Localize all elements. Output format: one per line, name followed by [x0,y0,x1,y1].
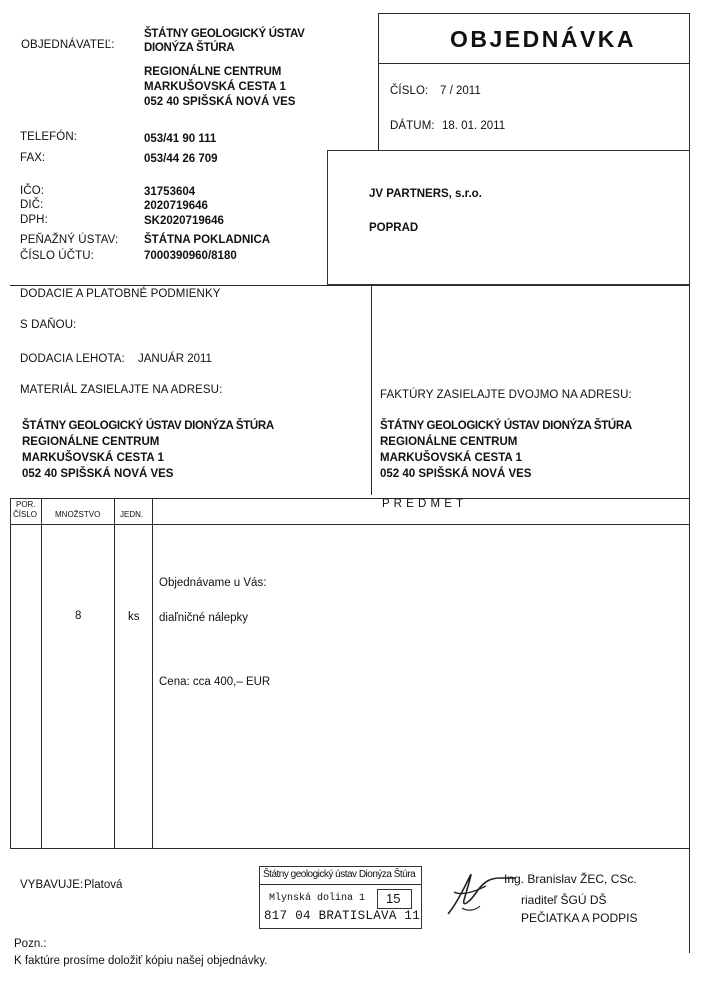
item-description: diaľničné nálepky [159,612,249,624]
orderer-address-3: 052 40 SPIŠSKÁ NOVÁ VES [144,96,296,108]
invoice-address-1: ŠTÁTNY GEOLOGICKÝ ÚSTAV DIONÝZA ŠTÚRA [380,420,632,432]
bank-label: PEŇAŽNÝ ÚSTAV: [20,234,119,246]
col-header-subject: P R E D M E T [382,498,464,510]
material-address-4: 052 40 SPIŠSKÁ NOVÁ VES [22,468,174,480]
material-address-2: REGIONÁLNE CENTRUM [22,436,160,448]
invoice-address-4: 052 40 SPIŠSKÁ NOVÁ VES [380,468,532,480]
stamp-number: 15 [386,891,401,906]
note-label: Pozn.: [14,938,47,950]
stamp-line-1: Štátny geologický ústav Dionýza Štúra [263,869,416,880]
dic-label: DIČ: [20,199,44,211]
order-date-label: DÁTUM: [390,120,435,132]
material-address-1: ŠTÁTNY GEOLOGICKÝ ÚSTAV DIONÝZA ŠTÚRA [22,420,274,432]
table-col-3 [152,498,153,848]
dic-value: 2020719646 [144,200,208,212]
table-col-2 [114,498,115,848]
note-text: K faktúre prosíme doložiť kópiu našej objednávky. [14,955,268,967]
stamp-rule [260,884,421,885]
item-unit: ks [128,611,140,623]
table-col-1 [41,498,42,848]
phone-label: TELEFÓN: [20,131,78,143]
top-right-border [378,13,689,14]
header-divider [378,13,379,151]
table-bottom [10,848,689,849]
address-section-top [10,285,689,286]
document-title: OBJEDNÁVKA [450,26,637,52]
orderer-name-2: DIONÝZA ŠTÚRA [144,42,235,54]
orderer-address-1: REGIONÁLNE CENTRUM [144,66,282,78]
item-quantity: 8 [75,610,82,622]
material-address-heading: MATERIÁL ZASIELAJTE NA ADRESU: [20,384,223,396]
phone-value: 053/41 90 111 [144,133,217,145]
col-header-num-1: POR. [16,500,36,509]
dph-label: DPH: [20,214,48,226]
orderer-label: OBJEDNÁVATEĽ: [21,39,115,51]
item-intro: Objednávame u Vás: [159,577,267,589]
dph-value: SK2020719646 [144,215,224,227]
invoice-address-3: MARKUŠOVSKÁ CESTA 1 [380,452,522,464]
col-header-num-2: ČÍSLO [13,510,38,519]
account-value: 7000390960/8180 [144,250,237,262]
signature-scribble-icon [440,862,520,920]
prepared-by-label: VYBAVUJE: [20,879,84,891]
signer-title: riaditeľ ŠGÚ DŠ [521,893,607,907]
order-date-value: 18. 01. 2011 [442,120,506,132]
tax-label: S DAŇOU: [20,319,77,331]
col-header-unit: JEDN. [120,510,144,519]
orderer-address-2: MARKUŠOVSKÁ CESTA 1 [144,81,286,93]
left-border-lower [10,498,11,848]
ico-label: IČO: [20,185,45,197]
title-underline [378,63,689,64]
table-header-bottom [10,524,689,525]
terms-heading: DODACIE A PLATOBNÉ PODMIENKY [20,288,221,300]
bank-value: ŠTÁTNA POKLADNICA [144,234,271,246]
order-number-label: ČÍSLO: [390,85,429,97]
item-price: Cena: cca 400,– EUR [159,676,271,688]
supplier-box [327,150,690,285]
stamp-line-3: 817 04 BRATISLAVA 11 [264,909,421,923]
prepared-by-value: Platová [84,879,123,891]
table-header-top [10,498,689,499]
ico-value: 31753604 [144,186,196,198]
delivery-label: DODACIA LEHOTA: [20,353,125,365]
material-address-3: MARKUŠOVSKÁ CESTA 1 [22,452,164,464]
fax-value: 053/44 26 709 [144,153,218,165]
stamp-line-2: Mlynská dolina 1 [269,893,366,904]
col-header-qty: MNOŽSTVO [55,510,101,519]
account-label: ČÍSLO ÚČTU: [20,250,94,262]
orderer-name-1: ŠTÁTNY GEOLOGICKÝ ÚSTAV [144,28,305,40]
supplier-city: POPRAD [369,222,419,234]
invoice-address-2: REGIONÁLNE CENTRUM [380,436,518,448]
order-number-value: 7 / 2011 [440,85,481,97]
official-stamp [259,866,422,929]
supplier-name: JV PARTNERS, s.r.o. [369,188,482,200]
signature-caption: PEČIATKA A PODPIS [521,911,638,925]
address-divider [371,285,372,495]
fax-label: FAX: [20,152,46,164]
signer-name: Ing. Branislav ŽEC, CSc. [504,872,637,886]
invoice-address-heading: FAKTÚRY ZASIELAJTE DVOJMO NA ADRESU: [380,389,632,401]
delivery-value: JANUÁR 2011 [138,353,212,365]
